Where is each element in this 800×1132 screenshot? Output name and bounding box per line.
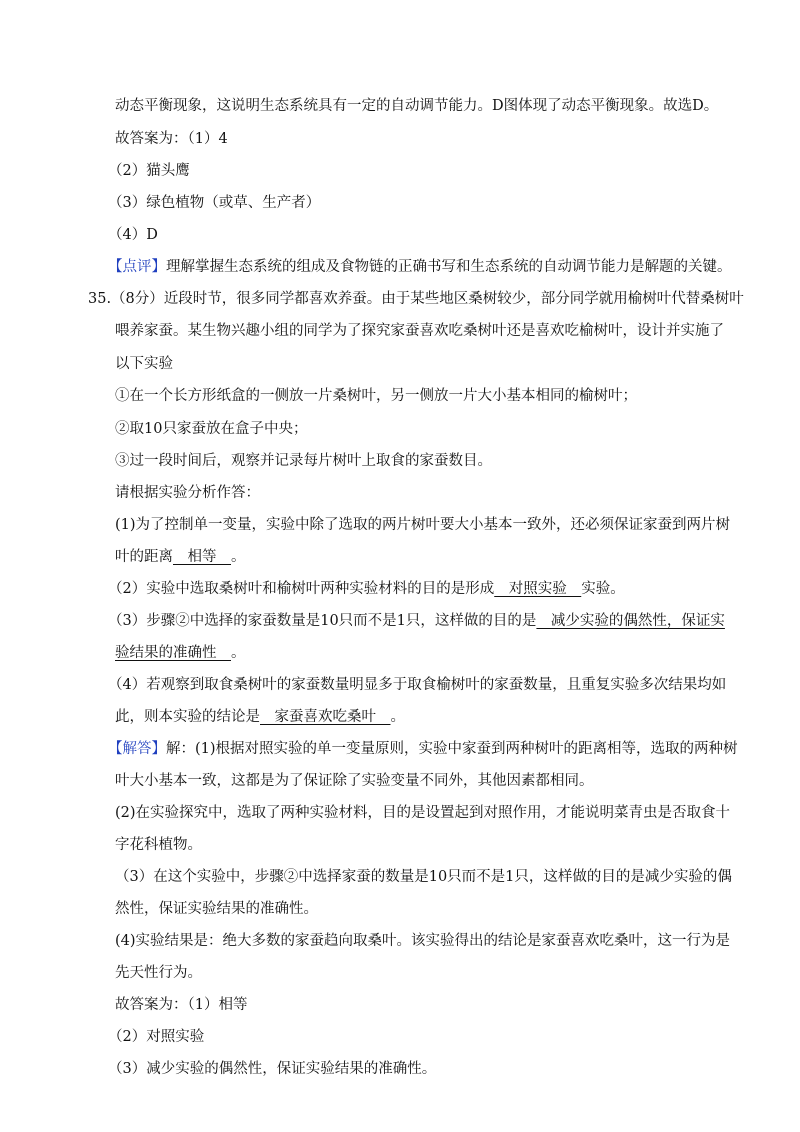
comment-text: 理解掌握生态系统的组成及食物链的正确书写和生态系统的自动调节能力是解题的关键。: [166, 259, 732, 275]
question-line: 以下实验: [115, 356, 173, 372]
subquestion-line: [115, 643, 246, 663]
solution-line: (4)实验结果是：绝大多数的家蚕趋向取桑叶。该实验得出的结论是家蚕喜欢吃桑叶，这一行为是: [115, 933, 731, 949]
experiment-step: ③过一段时间后，观察并记录每片树叶上取食的家蚕数目。: [115, 453, 492, 469]
answer-item: （3）绿色植物（或草、生产者）: [108, 195, 321, 211]
answer-blank: 相等: [173, 549, 231, 565]
comment-line: [108, 257, 732, 277]
subquestion-text: 。: [231, 549, 246, 565]
answer-item: （4）D: [108, 227, 158, 243]
answer-blank: 对照实验: [494, 581, 582, 597]
answer-item: （2）对照实验: [108, 1029, 205, 1045]
text-line: 动态平衡现象，这说明生态系统具有一定的自动调节能力。D图体现了动态平衡现象。故选D。: [115, 98, 719, 114]
subquestion-text: 叶的距离: [115, 549, 173, 565]
answer-blank: 验结果的准确性: [115, 645, 231, 661]
solution-line: [108, 739, 738, 759]
experiment-step: ②取10只家蚕放在盒子中央；: [115, 421, 308, 437]
question-line: 喂养家蚕。某生物兴趣小组的同学为了探究家蚕喜欢吃桑树叶还是喜欢吃榆树叶，设计并实施了: [115, 323, 724, 339]
subquestion-text: 此，则本实验的结论是: [115, 709, 260, 725]
solution-line: 然性，保证实验结果的准确性。: [115, 901, 318, 917]
subquestion-line: [115, 707, 405, 727]
solution-tag: 【解答】: [108, 741, 166, 757]
subquestion-text: 。: [390, 709, 405, 725]
subquestion-text: 实验。: [581, 581, 625, 597]
solution-text: 解：(1)根据对照实验的单一变量原则，实验中家蚕到两种树叶的距离相等，选取的两种树: [166, 741, 738, 757]
answer-blank: 家蚕喜欢吃桑叶: [260, 709, 391, 725]
solution-line: 先天性行为。: [115, 965, 202, 981]
subquestion-line: [108, 611, 725, 631]
solution-line: （3）在这个实验中，步骤②中选择家蚕的数量是10只而不是1只，这样做的目的是减少实验的偶: [115, 869, 732, 885]
subquestion-line: [115, 547, 246, 567]
experiment-step: ①在一个长方形纸盒的一侧放一片桑树叶，另一侧放一片大小基本相同的榆树叶；: [115, 388, 637, 404]
answer-label: 故答案为：（1）4: [115, 131, 228, 147]
solution-line: 字花科植物。: [115, 837, 202, 853]
answer-blank: 减少实验的偶然性，保证实: [536, 613, 725, 629]
subquestion-text: 。: [231, 645, 246, 661]
prompt-line: 请根据实验分析作答：: [115, 485, 260, 501]
answer-label: 故答案为：（1）相等: [115, 997, 248, 1013]
question-line: 35.（8分）近段时节，很多同学都喜欢养蚕。由于某些地区桑树较少，部分同学就用榆树叶代替桑树叶: [88, 291, 744, 307]
subquestion-line: （4）若观察到取食桑树叶的家蚕数量明显多于取食榆树叶的家蚕数量，且重复实验多次结果均如: [108, 677, 727, 693]
subquestion-text: （2）实验中选取桑树叶和榆树叶两种实验材料的目的是形成: [108, 581, 495, 597]
solution-line: (2)在实验探究中，选取了两种实验材料，目的是设置起到对照作用，才能说明菜青虫是否取食十: [115, 805, 731, 821]
answer-item: （3）减少实验的偶然性，保证实验结果的准确性。: [108, 1061, 437, 1077]
comment-tag: 【点评】: [108, 259, 166, 275]
solution-line: 叶大小基本一致，这都是为了保证除了实验变量不同外，其他因素都相同。: [115, 773, 594, 789]
subquestion-line: (1)为了控制单一变量，实验中除了选取的两片树叶要大小基本一致外，还必须保证家蚕到两片树: [115, 517, 731, 533]
subquestion-text: （3）步骤②中选择的家蚕数量是10只而不是1只，这样做的目的是: [108, 613, 537, 629]
answer-item: （2）猫头鹰: [108, 163, 190, 179]
subquestion-line: [108, 579, 625, 599]
